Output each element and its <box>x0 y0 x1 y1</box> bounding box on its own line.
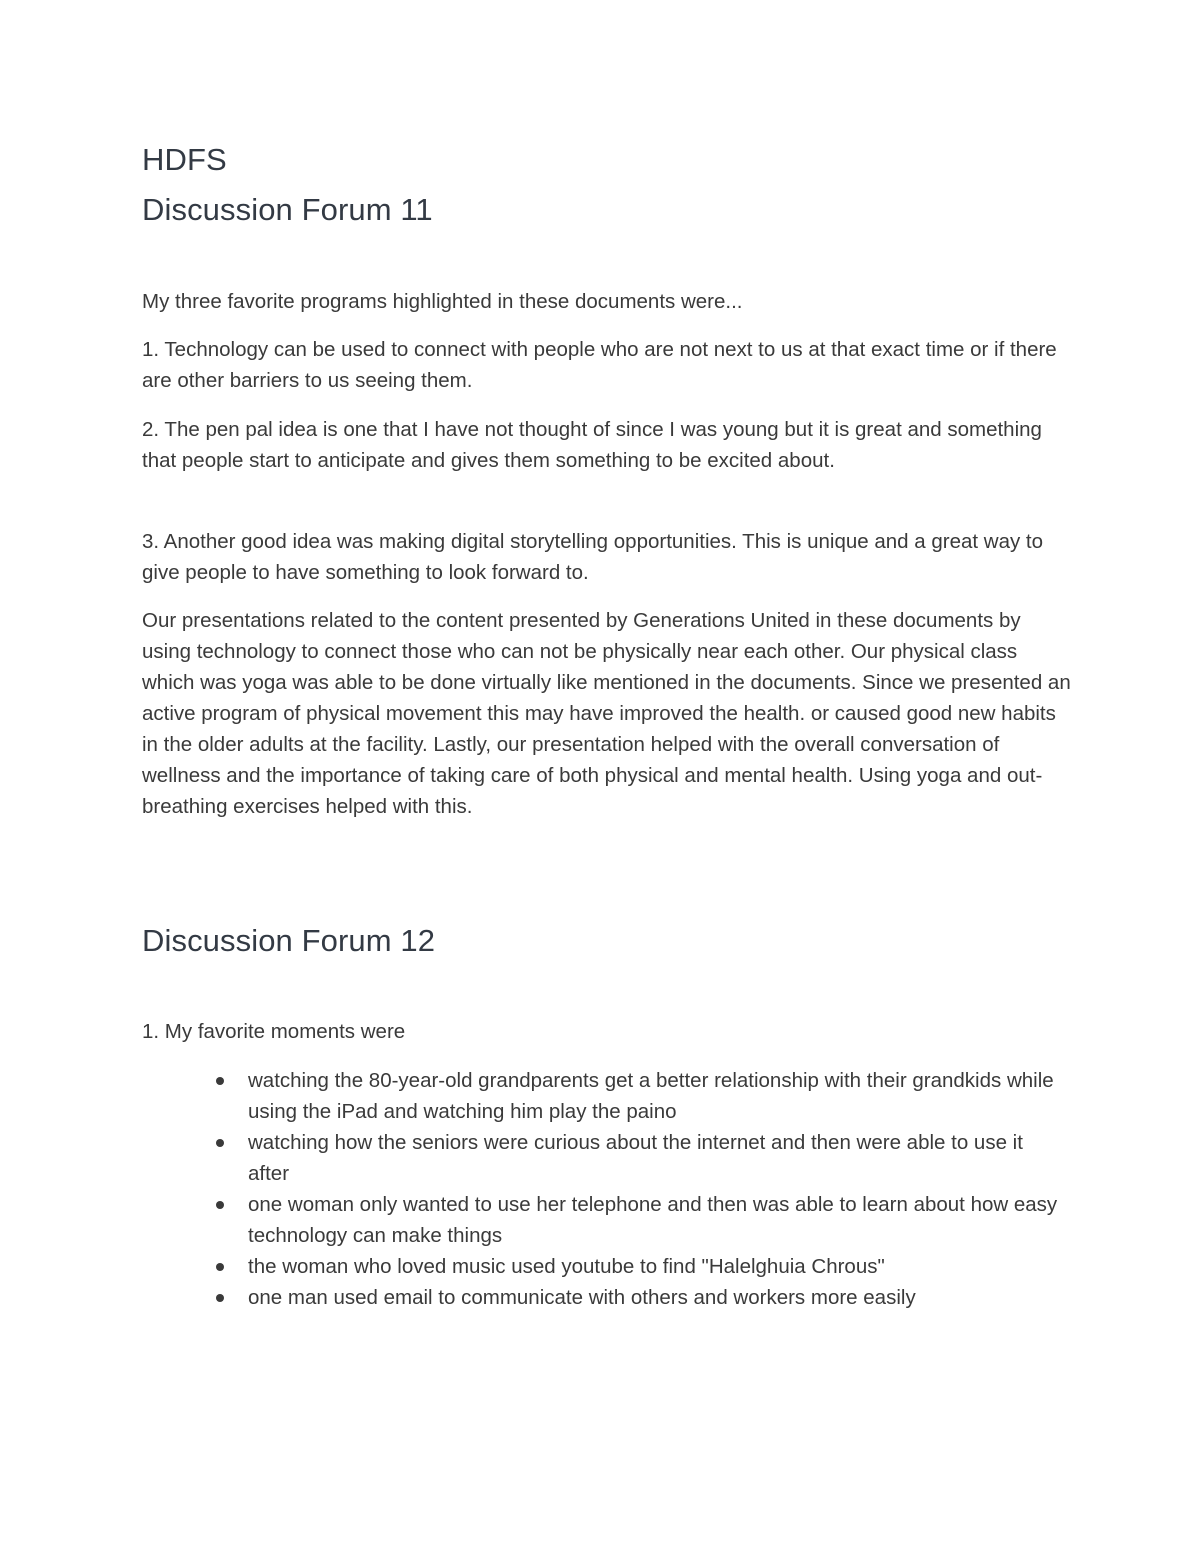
favorite-moments-list <box>248 1065 1068 1313</box>
list-item-text: watching how the seniors were curious about the internet and then were able to use it after <box>248 1131 1023 1185</box>
list-item <box>248 1065 1068 1127</box>
forum-12-moments-label: 1. My favorite moments were <box>142 1020 406 1043</box>
list-item-text: one man used email to communicate with others and workers more easily <box>248 1286 916 1309</box>
forum-12-title: Discussion Forum 12 <box>142 923 436 958</box>
forum-11-item-3: 3. Another good idea was making digital storytelling opportunities. This is unique and a great way to give people to have something to look forward to. <box>142 530 1044 584</box>
list-item-text: the woman who loved music used youtube to find "Halelghuia Chrous" <box>248 1255 885 1278</box>
bullet-icon <box>216 1077 224 1085</box>
list-item <box>248 1127 1068 1189</box>
forum-11-item-1: 1. Technology can be used to connect with people who are not next to us at that exact time or if there are other barriers to us seeing them. <box>142 338 1057 392</box>
list-item <box>248 1251 1068 1282</box>
list-item <box>248 1189 1068 1251</box>
course-title: HDFS <box>142 142 227 177</box>
bullet-icon <box>216 1139 224 1147</box>
forum-11-title: Discussion Forum 11 <box>142 192 433 227</box>
list-item-text: one woman only wanted to use her telephone and then was able to learn about how easy technology can make things <box>248 1193 1058 1247</box>
forum-11-intro: My three favorite programs highlighted in these documents were... <box>142 290 743 313</box>
list-item-text: watching the 80-year-old grandparents get a better relationship with their grandkids while using the iPad and watching him play the paino <box>248 1069 1054 1123</box>
bullet-icon <box>216 1294 224 1302</box>
bullet-icon <box>216 1263 224 1271</box>
forum-11-body: Our presentations related to the content presented by Generations United in these documents by using technology to connect those who can not be physically near each other. Our physical class which was yoga was able to be done virtually like mentioned in the documents. Since we presented an active program of physical movement this may have improved the health. or caused good new habits in the older adults at the facility. Lastly, our presentation helped with the overall conversation of wellness and the importance of taking care of both physical and mental health. Using yoga and out-breathing exercises helped with this. <box>142 609 1071 818</box>
forum-11-item-2: 2. The pen pal idea is one that I have not thought of since I was young but it is great and something that people start to anticipate and gives them something to be excited about. <box>142 418 1042 472</box>
list-item <box>248 1282 1068 1313</box>
bullet-icon <box>216 1201 224 1209</box>
